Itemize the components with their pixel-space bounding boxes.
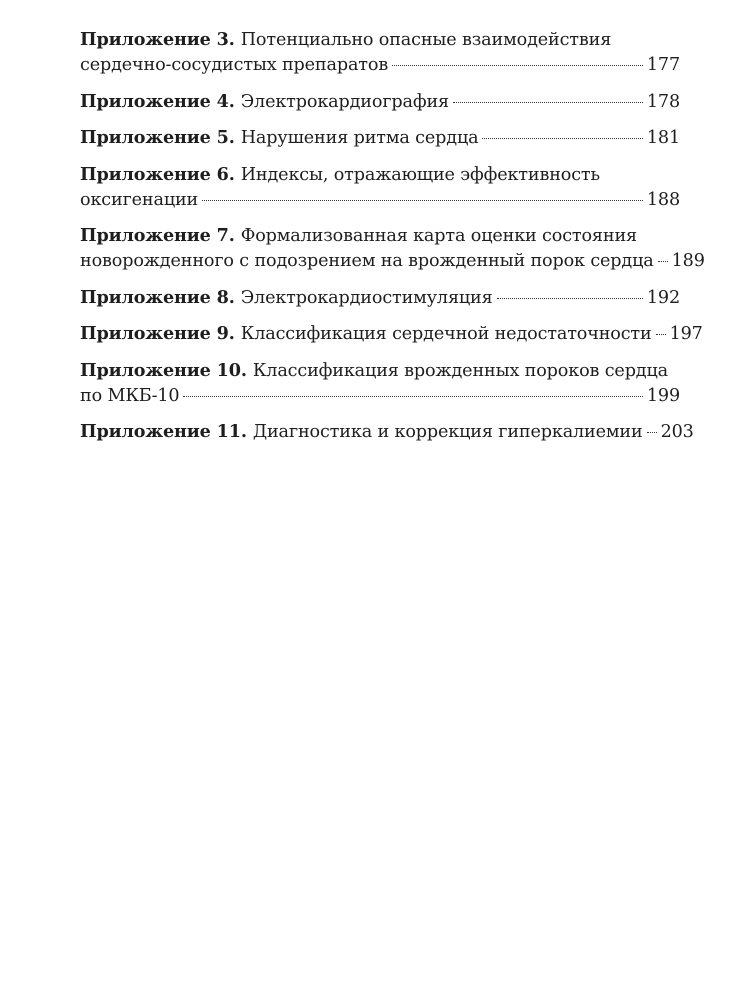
- appendix-label: Приложение 6.: [80, 163, 235, 185]
- appendix-label: Приложение 9.: [80, 323, 235, 344]
- page-number: 181: [646, 128, 680, 148]
- appendix-title: Электрокардиостимуляция: [240, 287, 493, 308]
- dot-leader: [202, 200, 643, 201]
- dot-leader: [656, 334, 666, 335]
- toc-entry-page-line: [80, 321, 703, 347]
- toc-entry-title-line: [80, 162, 680, 188]
- toc-entry-page-line: [80, 53, 680, 78]
- dot-leader: [453, 102, 643, 103]
- appendix-title: Диагностика и коррекция гиперкалиемии: [252, 422, 643, 442]
- toc-entry-title-line: [80, 223, 680, 249]
- appendix-label: Приложение 7.: [80, 225, 235, 246]
- toc-entry-title-line: [80, 358, 680, 384]
- appendix-label: Приложение 3.: [80, 29, 235, 50]
- toc-entry: [80, 125, 680, 151]
- appendix-label: Приложение 4.: [80, 90, 235, 112]
- appendix-title: Потенциально опасные взаимодействия: [240, 30, 612, 50]
- appendix-title: Классификация сердечной недостаточности: [240, 324, 652, 344]
- dot-leader: [482, 138, 642, 139]
- appendix-label: Приложение 8.: [80, 286, 235, 308]
- appendix-title: Классификация врожденных пороков сердца: [252, 360, 668, 381]
- toc-entry-page-line: [80, 384, 680, 409]
- appendix-title: Индексы, отражающие эффективность: [240, 164, 600, 185]
- toc-entry-page-line: [80, 188, 680, 213]
- appendix-title: Электрокардиография: [240, 91, 449, 112]
- appendix-title-continuation: новорожденного с подозрением на врожденный порок сердца: [80, 251, 654, 271]
- toc-entry-page-line: [80, 285, 680, 311]
- page-number: 203: [660, 422, 694, 442]
- toc-entry: [80, 162, 680, 213]
- dot-leader: [497, 298, 643, 299]
- page-number: 189: [671, 251, 705, 271]
- appendix-label: Приложение 11.: [80, 421, 247, 442]
- dot-leader: [183, 396, 642, 397]
- toc-entry: [80, 27, 680, 78]
- toc-entry-page-line: [80, 249, 705, 274]
- page-number: 199: [646, 385, 680, 406]
- appendix-label: Приложение 10.: [80, 359, 247, 381]
- toc-entry: [80, 89, 680, 115]
- toc-entry-page-line: [80, 419, 694, 445]
- page-number: 192: [646, 287, 680, 308]
- toc-entry: [80, 285, 680, 311]
- toc-entry: [80, 419, 694, 445]
- toc-entry-title-line: [80, 27, 680, 53]
- dot-leader: [658, 261, 668, 262]
- appendix-title-continuation: сердечно-сосудистых препаратов: [80, 55, 389, 75]
- appendix-title-continuation: по МКБ-10: [80, 385, 180, 406]
- appendix-label: Приложение 5.: [80, 127, 235, 148]
- page-number: 178: [646, 91, 680, 112]
- dot-leader: [392, 65, 643, 66]
- table-of-contents: [80, 27, 705, 456]
- toc-entry: [80, 321, 703, 347]
- page-number: 188: [646, 189, 680, 210]
- dot-leader: [647, 432, 657, 433]
- toc-entry: [80, 358, 680, 409]
- toc-entry-page-line: [80, 125, 680, 151]
- page-number: 197: [669, 324, 703, 344]
- page-number: 177: [646, 55, 680, 75]
- appendix-title-continuation: оксигенации: [80, 189, 199, 210]
- appendix-title: Нарушения ритма сердца: [240, 128, 479, 148]
- toc-entry: [80, 223, 705, 274]
- appendix-title: Формализованная карта оценки состояния: [240, 226, 637, 246]
- toc-entry-page-line: [80, 89, 680, 115]
